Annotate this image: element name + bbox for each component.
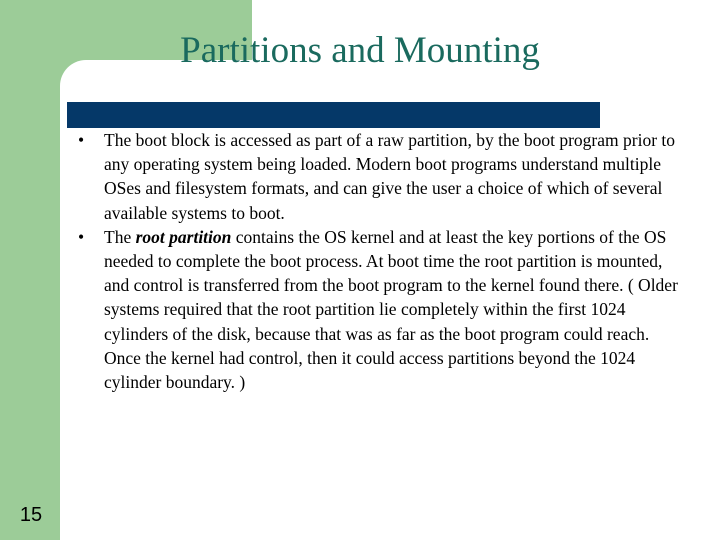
bullet-list (78, 128, 678, 394)
bullet-text: The boot block is accessed as part of a raw partition, by the boot program prior to any operating system being loaded. Modern boot programs understand multiple OSes and filesystem formats, and can give the user a choice of which of several available systems to boot. (104, 130, 676, 223)
title-underline-bar (67, 102, 600, 128)
bullet-marker: • (78, 130, 85, 150)
root-partition-term: root partition (135, 226, 232, 247)
bullet-marker: • (78, 226, 85, 247)
bullet-text-before: The (104, 226, 136, 247)
bullet-item-root-partition (78, 225, 678, 394)
slide-page-number: 15 (19, 504, 43, 526)
bullet-item-boot-block (78, 128, 678, 225)
bullet-text-after: contains the OS kernel and at least the key portions of the OS needed to complete the boot process. At boot time the root partition is mounted, and control is transferred from the boot program to the kernel found there. ( Older systems required that the root partition lie completely within the first 1024 cylinders of the disk, because that was as far as the boot program could reach. Once the kernel had control, then it could access partitions beyond the 1024 cylinder boundary. ) (104, 226, 678, 393)
slide-title: Partitions and Mounting (180, 30, 540, 71)
